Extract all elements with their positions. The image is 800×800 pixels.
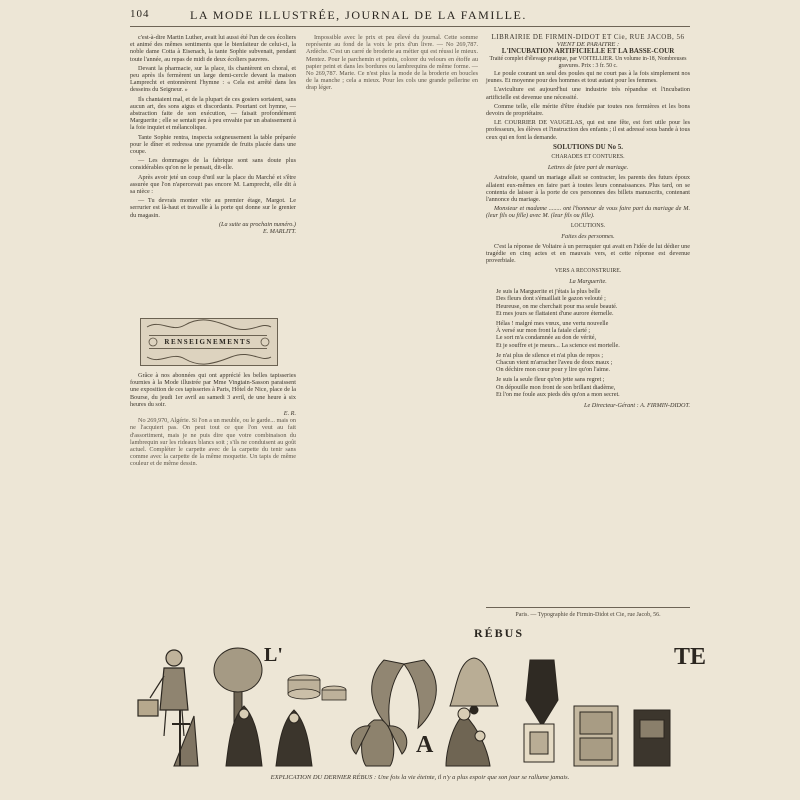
middle-column [306, 34, 478, 624]
intro-signature: E. R. [283, 410, 296, 418]
poem-line: On déchire mon cœur pour y lire qu'on l'aime. [496, 366, 611, 374]
paragraph: Tante Sophie rentra, inspecta soigneusement la table préparée pour le dîner et redressa une pyramide de fruits placée dans une coupe. [130, 133, 296, 156]
paragraph: — Tu devrais monter vite au premier étage, Margot. Le serrurier est là-haut et travaille à la porte qui donne sur le grenier du magasin. [130, 197, 296, 219]
paragraph: Astrafoie, quand un mariage allait se contracter, les parents des futurs époux allaient eux-mêmes en faire part à toutes leurs connaissances. Plus tard, on se contenta de laisser à la porte de ces personnes des billets manuscrits, contenant l'annonce du mariage. [486, 174, 690, 204]
author-signature: E. MARLITT. [262, 228, 296, 236]
paragraph: Le poule courant un seul des poules qui ne court pas à la fois simplement nos jeunes. Et moyenne pour des hommes et tout autant pour les femmes. [486, 70, 690, 85]
intro-text: Grâce à nos abonnées qui ont apprécié les belles tapisseries fournies à la Mode illustrée par Mme Vingtain-Sasson paraissent une exposition de ces tapisseries à Paris, Hôtel de Nice, place de la Bourse, du jeudi 1er avril au samedi 3 avril, de une heure à six heures du soir. [130, 372, 296, 408]
paragraph: Devant la pharmacie, sur la place, ils chantèrent en choral, et peu après ils fermèrent un large demi-cercle devant la maison Lamprecht et entonnèrent l'hymne : « Cela est arrêté dans les desseins du Seigneur. » [130, 64, 296, 94]
paragraph: Monsieur et madame ........ ont l'honneur de vous faire part du mariage de M. (leur fils ou fille) avec M. (leur fils ou fille). [486, 205, 690, 220]
locutions-title: LOCUTIONS. [570, 222, 606, 229]
lettres-title: Lettres de faire part de mariage. [547, 164, 629, 172]
angel-figure-icon [351, 720, 407, 766]
poem-line: À versé sur mon front la fatale clarté ; [496, 327, 591, 335]
locutions-subtitle: Faites des personnes. [561, 232, 615, 240]
paragraph: Comme telle, elle mérite d'être étudiée par toutes nos fermières et les bons devoirs de propriétaire. [486, 102, 690, 118]
poem-line: Le sort m'a condamnée au don de vérité, [496, 334, 597, 342]
vers-title: VERS A RECONSTRUIRE. [554, 267, 622, 274]
nun-figure-icon [226, 706, 312, 766]
cabinet-icon [574, 706, 618, 766]
poem-title: La Marguerite. [569, 277, 607, 285]
answers-text: No 269,970, Algérie. Si l'on a un meuble, ou le garde... mais on ne l'acquiert pas. On peut tout ce que l'on veut au fait d'assortiment, mais je ne puis dire que votre combinaison du lambrequin sur les rideaux blancs soit ; s'ils ne conduisent au goût actuel. Compléter le carpette avec de la carpette du tenir sans comme avec la carpette de la même moquette. Un tapis de même couleur et de même dessin. [130, 417, 296, 468]
paragraph: LE COURRIER DE VAUGELAS, qui est une fête, est fort utile pour les professeurs, les élèves et l'instruction des enfants ; il est adressé sous bande à tous ceux qui en font la demande. [486, 119, 690, 141]
charades-title: CHARADES ET CONTURES. [551, 154, 625, 161]
renseignements-banner [140, 318, 278, 366]
vient-de-paraitre: VIENT DE PARAITRE : [556, 41, 620, 49]
poem-line: Hélas ! malgré mes vœux, une vertu nouvelle [496, 319, 609, 327]
paragraph: — Les dommages de la fabrique sont sans doute plus considérables qu'on ne le pensait, dit-elle. [130, 157, 296, 172]
bell-icon [450, 658, 498, 714]
journal-title: LA MODE ILLUSTRÉE, JOURNAL DE LA FAMILLE. [190, 8, 527, 22]
stove-icon [634, 710, 670, 766]
section-rule [486, 607, 690, 608]
rebus-explanation: EXPLICATION DU DERNIER RÉBUS : Une fois la vie éteinte, il n'y a plus espoir que son jour se rallume jamais. [270, 774, 570, 781]
paragraph: Après avoir jeté un coup d'œil sur la place du Marché et s'être assurée que l'on n'apercevait pas encore M. Lamprecht, elle dit à sa nièce : [130, 173, 296, 196]
left-column [130, 34, 296, 316]
rebus-title: RÉBUS [474, 626, 525, 640]
solutions-title: SOLUTIONS DU No 5. [552, 142, 623, 151]
paragraph: Ils chantaient mal, et de la plupart de ces gosiers sortaient, sans aucun art, des sons aigus et discordants. Pourtant cet hymne, — abstraction faite de son exécution, — faisait profondément Marguerite ; elle se sentait peu à peu envahie par un abaissement à la foie inquiet et mélancolique. [130, 95, 296, 132]
paragraph: C'est la réponse de Voltaire à un perruquier qui avait en l'idée de lui dédier une tragédie en cinq actes et en mauvais vers, et cette réponse est devenue proverbiale. [486, 243, 690, 265]
publisher-line: LIBRAIRIE DE FIRMIN-DIDOT ET Cie, RUE JACOB, 56 [491, 33, 685, 41]
paragraph: L'aviculture est aujourd'hui une industrie très répandue et l'incubation artificielle est devenue une nécessité. [486, 86, 690, 101]
poem-line: On dépouille mon front de son brillant diadème, [496, 383, 616, 391]
glove-icon [526, 660, 558, 726]
poem-line: Je n'ai plus de silence et n'ai plus de repos ; [496, 351, 604, 359]
wings-icon [372, 660, 437, 728]
rebus-letter: A [416, 732, 434, 758]
answers-text: Impossible avec le prix et peu élevé du journal. Cette somme représente au fond de la voix le prix d'un livre. — No 269,787. Ardèche. C'est un carré de broderie au métier qui est réussi le mieux. Mentez. Pour le parchemin et peints, colorer du velours en étoffe au papier peint et dans les bordures ou lambrequins de même forme. — No 269,787. Marie. Ce n'est plus la mode de la broderie en boucles de la manche ; cela a mieux. Pour les cols une grande pellerine en drap léger. [306, 34, 478, 92]
header-rule [130, 26, 690, 27]
poem-line: Des fleurs dont s'émaillait le gazon velouté ; [496, 295, 606, 303]
poem-line: Chacun vient m'arracher l'aveu de doux maux ; [496, 358, 613, 366]
book-title: L'INCUBATION ARTIFICIELLE ET LA BASSE-COUR [501, 47, 675, 56]
paragraph: c'est-à-dire Martin Luther, avait lui aussi été l'un de ces écoliers et animé des mêmes sentiments que le bienfaiteur de celui-ci, la noble dame Cotta à Eisenach, la tante Sophie subvenait, pendant toute l'année, au repas de midi de deux écoliers pauvres. [130, 34, 296, 63]
rebus-illustration [134, 640, 707, 772]
mother-child-icon [446, 708, 490, 766]
coins-icon [288, 675, 346, 700]
poem-line: Et je souffre et je meurs... La science est mortelle. [496, 341, 620, 349]
director-signature: Le Directeur-Gérant : A. FIRMIN-DIDOT. [584, 401, 690, 409]
banner-label: RENSEIGNEMENTS [149, 335, 267, 349]
rebus-letter: TE [674, 644, 707, 670]
card-icon [524, 724, 554, 762]
to-be-continued: (La suite au prochain numéro.) [218, 220, 296, 228]
book-subtitle: Traité complet d'élevage pratique, par VOITELLIER. Un volume in-18, Nombreuses gravures. Prix : 3 fr. 50 c. [489, 55, 687, 69]
page-header [130, 8, 690, 26]
poem-line: Heureuse, on me cherchait pour ma seule beauté. [496, 302, 618, 310]
right-column [486, 34, 690, 412]
page-number: 104 [130, 8, 150, 20]
poem-line: Et l'on me foule aux pieds dès qu'on a mon secret. [496, 390, 620, 398]
poem-line: Je suis la Marguerite et j'étais la plus belle [496, 288, 601, 296]
pilgrim-figure-icon [172, 710, 198, 766]
poem-line: Et mes jours se flattaient d'une aurore éternelle. [496, 309, 614, 317]
rebus-letter: L' [264, 644, 283, 666]
printer-line: Paris. — Typographie de Firmin-Didot et Cie, rue Jacob, 56. [515, 612, 661, 618]
poem-line: Je suis la seule fleur qu'on jette sans regret ; [496, 376, 605, 384]
